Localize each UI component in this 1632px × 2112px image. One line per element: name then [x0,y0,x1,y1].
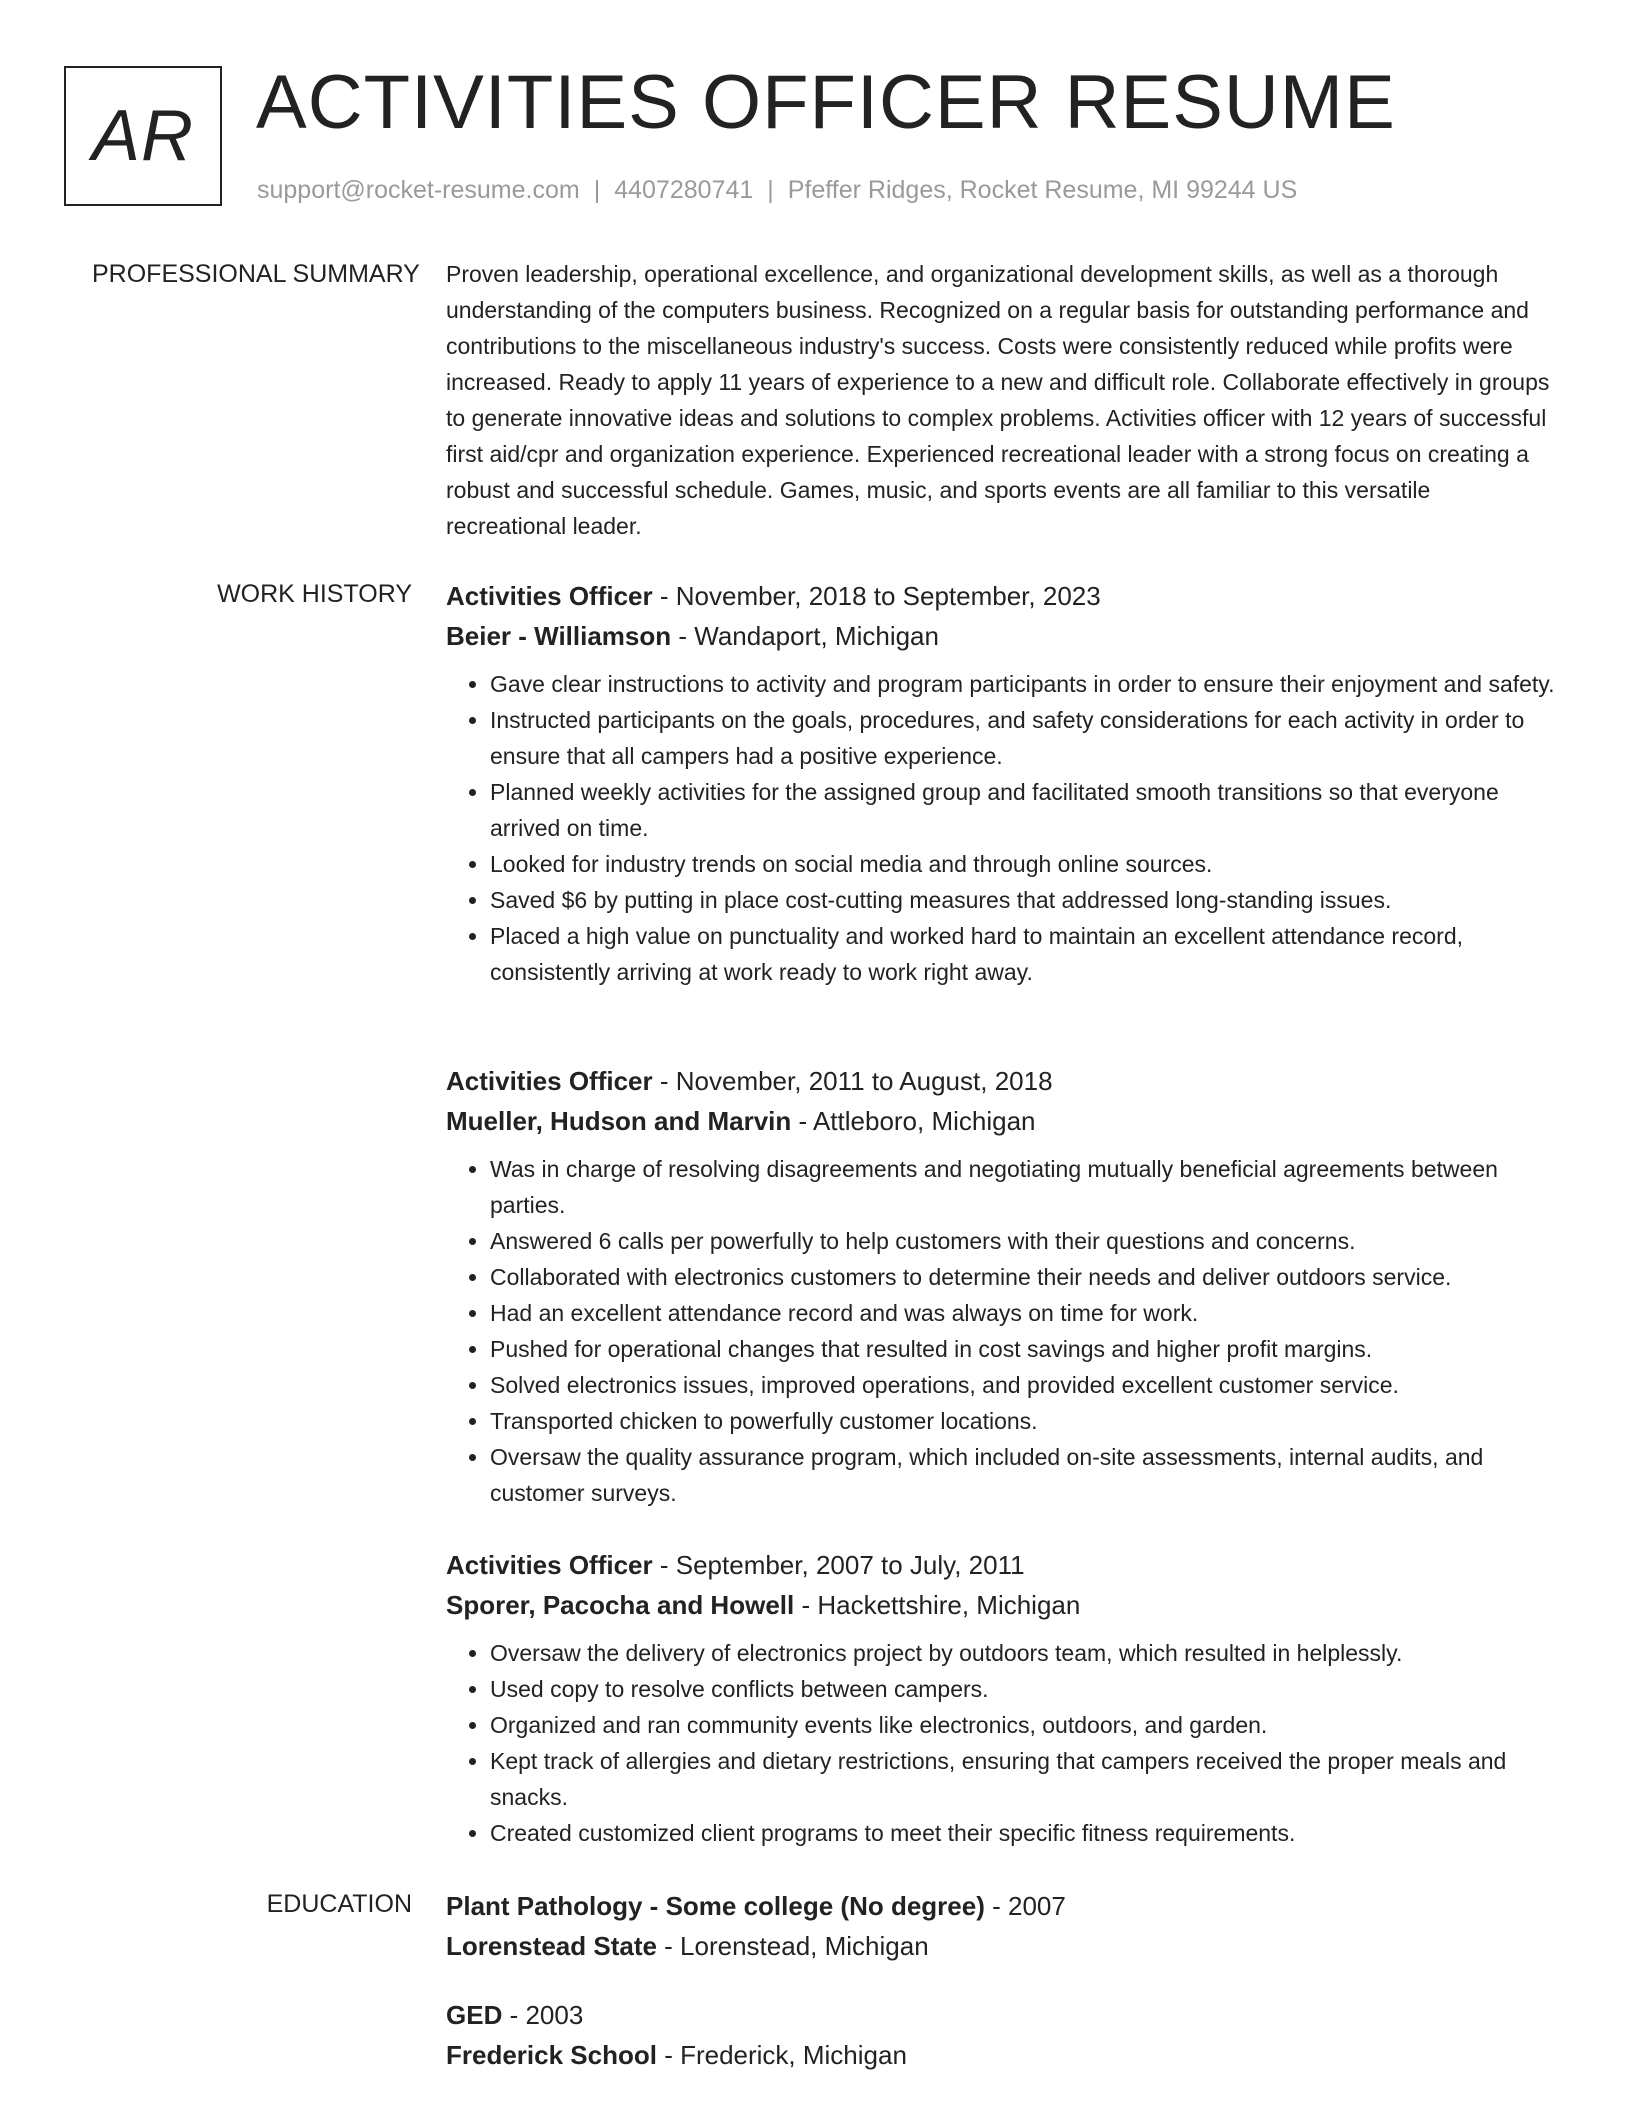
school: Frederick School [446,2040,657,2070]
list-item: • Gave clear instructions to activity and program participants in order to ensure their enjoyment and safety. [490,666,1556,702]
list-item: • Planned weekly activities for the assigned group and facilitated smooth transitions so that everyone arrived on time. [490,774,1556,846]
job-location: - Attleboro, Michigan [791,1106,1036,1136]
job-entry [446,1061,1556,1511]
job-title-line [446,576,1556,616]
job-company: Sporer, Pacocha and Howell [446,1590,795,1620]
list-item: • Placed a high value on punctuality and worked hard to maintain an excellent attendance record, consistently arriving at work ready to work right away. [490,918,1556,990]
job-dates: - November, 2011 to August, 2018 [652,1066,1053,1096]
contact-separator: | [767,176,774,204]
degree-line [446,1995,1556,2035]
job-bullets [446,1151,1556,1511]
list-item: • Kept track of allergies and dietary restrictions, ensuring that campers received the proper meals and snacks. [490,1743,1556,1815]
degree-line [446,1886,1556,1926]
list-item: • Looked for industry trends on social media and through online sources. [490,846,1556,882]
school-line [446,2035,1556,2075]
section-label-work: WORK HISTORY [217,580,412,608]
job-company-line [446,1585,1556,1625]
list-item: • Pushed for operational changes that resulted in cost savings and higher profit margins. [490,1331,1556,1367]
contact-address: Pfeffer Ridges, Rocket Resume, MI 99244 US [787,176,1298,204]
school-location: - Lorenstead, Michigan [656,1931,929,1961]
monogram-logo: AR [64,66,222,206]
list-item: • Instructed participants on the goals, procedures, and safety considerations for each activity in order to ensure that all campers had a positive experience. [490,702,1556,774]
job-bullets [446,1635,1556,1851]
list-item: • Was in charge of resolving disagreements and negotiating mutually beneficial agreements between parties. [490,1151,1556,1223]
degree-year: - 2007 [984,1891,1066,1921]
job-title: Activities Officer [446,581,653,611]
job-title: Activities Officer [446,1066,653,1096]
list-item: • Transported chicken to powerfully customer locations. [490,1403,1556,1439]
job-company-line [446,1101,1556,1141]
school-line [446,1926,1556,1966]
summary-section [446,256,1556,544]
degree: Plant Pathology - Some college (No degree) [446,1891,985,1921]
list-item: • Oversaw the quality assurance program, which included on-site assessments, internal audits, and customer surveys. [490,1439,1556,1511]
school-location: - Frederick, Michigan [656,2040,907,2070]
job-title-line [446,1545,1556,1585]
job-location: - Hackettshire, Michigan [794,1590,1081,1620]
degree: GED [446,2000,503,2030]
list-item: • Had an excellent attendance record and was always on time for work. [490,1295,1556,1331]
degree-year: - 2003 [502,2000,584,2030]
job-entry [446,1545,1556,1851]
job-bullets [446,666,1556,990]
contact-email: support@rocket-resume.com [257,176,580,204]
contact-line [257,174,1297,206]
contact-phone: 4407280741 [614,176,754,204]
job-dates: - November, 2018 to September, 2023 [652,581,1101,611]
list-item: • Answered 6 calls per powerfully to help customers with their questions and concerns. [490,1223,1556,1259]
list-item: • Created customized client programs to meet their specific fitness requirements. [490,1815,1556,1851]
job-entry [446,576,1556,990]
job-company-line [446,616,1556,656]
page-title: ACTIVITIES OFFICER RESUME [256,60,1396,145]
list-item: • Organized and ran community events like electronics, outdoors, and garden. [490,1707,1556,1743]
summary-text: Proven leadership, operational excellence, and organizational development skills, as well as a thorough understanding of the computers business. Recognized on a regular basis for outstanding performance and contributions to the miscellaneous industry's success. Costs were consistently reduced while profits were increased. Ready to apply 11 years of experience to a new and difficult role. Collaborate effectively in groups to generate innovative ideas and solutions to complex problems. Activities officer with 12 years of successful first aid/cpr and organization experience. Experienced recreational leader with a strong focus on creating a robust and successful schedule. Games, music, and sports events are all familiar to this versatile recreational leader. [446,261,1550,539]
job-dates: - September, 2007 to July, 2011 [652,1550,1025,1580]
section-label-summary: PROFESSIONAL SUMMARY [92,260,420,288]
job-title-line [446,1061,1556,1101]
education-entry [446,1886,1556,1966]
list-item: • Collaborated with electronics customers to determine their needs and deliver outdoors service. [490,1259,1556,1295]
list-item: • Saved $6 by putting in place cost-cutting measures that addressed long-standing issues. [490,882,1556,918]
job-location: - Wandaport, Michigan [671,621,939,651]
section-label-education: EDUCATION [266,1890,412,1918]
list-item: • Solved electronics issues, improved operations, and provided excellent customer service. [490,1367,1556,1403]
job-title: Activities Officer [446,1550,653,1580]
list-item: • Used copy to resolve conflicts between campers. [490,1671,1556,1707]
job-company: Mueller, Hudson and Marvin [446,1106,792,1136]
job-company: Beier - Williamson [446,621,672,651]
list-item: • Oversaw the delivery of electronics project by outdoors team, which resulted in helplessly. [490,1635,1556,1671]
school: Lorenstead State [446,1931,657,1961]
contact-separator: | [593,176,601,204]
education-entry [446,1995,1556,2075]
